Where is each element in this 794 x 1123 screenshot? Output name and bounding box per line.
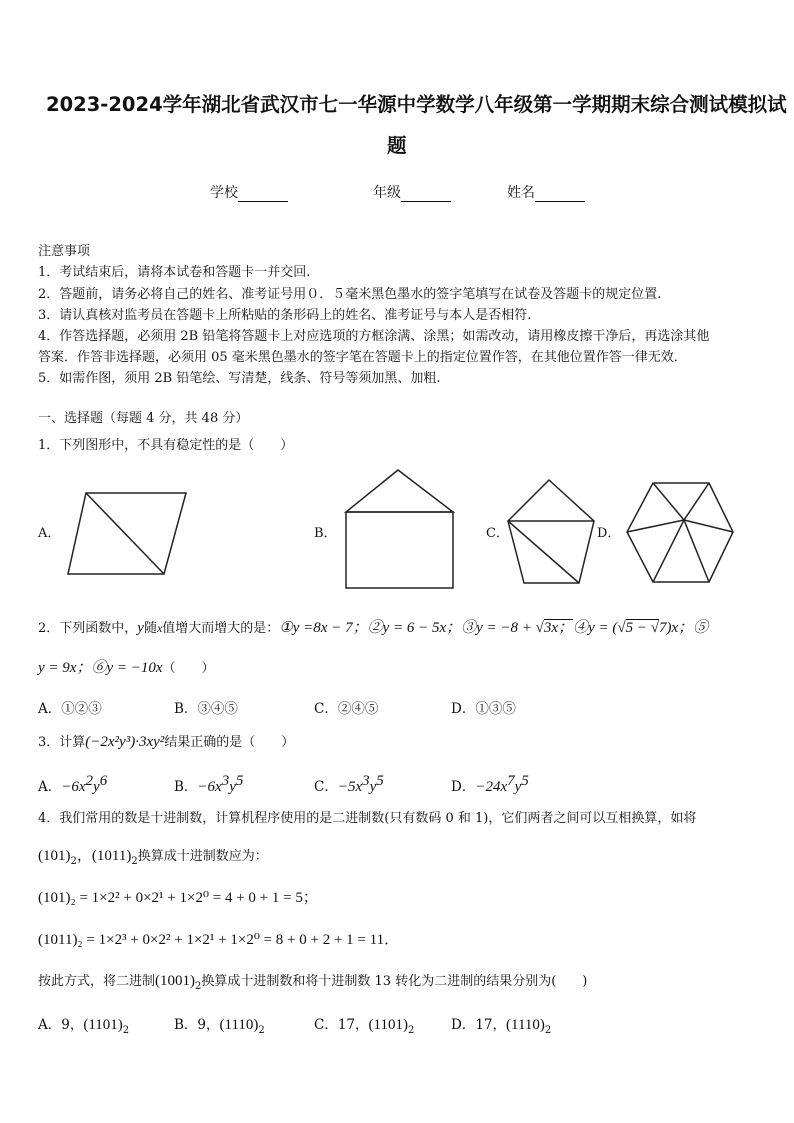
q2-paren: （ ）: [162, 661, 215, 676]
q2-function-3a: ③y = −8 + √: [461, 620, 544, 636]
q1-figure-d-hexagon: [622, 478, 738, 588]
notice-heading: 注意事项: [38, 244, 91, 259]
q1-option-c-label[interactable]: C．: [486, 526, 509, 541]
option-exp: 5: [521, 773, 529, 789]
option-base: −5x: [337, 779, 363, 795]
option-binary: (1101): [83, 1017, 123, 1033]
q3-option-d[interactable]: [451, 773, 529, 796]
option-label: C．: [314, 779, 338, 795]
option-label: D．: [451, 779, 476, 795]
school-field[interactable]: [210, 182, 288, 202]
name-label: 姓名: [507, 185, 535, 201]
q2-function-4a: ④y = (√: [573, 620, 626, 636]
q1-figure-c-pentagon: [504, 476, 600, 586]
question-2-stem-line2: [38, 658, 215, 679]
question-3-stem: [38, 732, 294, 753]
q4-option-d[interactable]: [451, 1013, 551, 1036]
option-exp: 2: [85, 773, 94, 789]
question-1-stem: 1．下列图形中，不具有稳定性的是（ ）: [38, 438, 294, 453]
q2-function-1: ①y =8x − 7；: [279, 620, 368, 636]
q4-equation-1: (101)₂ = 1×2² + 0×2¹ + 1×2⁰ = 4 + 0 + 1 = 5；: [38, 890, 318, 906]
option-base: −6x: [197, 779, 222, 795]
q4-subscript: 2: [407, 1025, 415, 1036]
name-field[interactable]: [507, 182, 585, 202]
q1-option-d-label[interactable]: D．: [597, 526, 621, 541]
q3-prefix: 3．计算: [38, 735, 86, 750]
grade-label: 年级: [373, 185, 401, 201]
q4-subscript: 2: [122, 1025, 130, 1036]
q4-subscript: 2: [131, 856, 138, 867]
option-exp: 3: [221, 773, 230, 789]
option-exp: 5: [376, 773, 384, 789]
question-4-stem: 4．我们常用的数是十进制数，计算机程序使用的是二进制数(只有数码 0 和 1)，它们两者之间可以互相换算，如将: [38, 811, 697, 826]
option-exp: 7: [507, 773, 515, 789]
notice-item: 答案．作答非选择题，必须用 05 毫米黑色墨水的签字笔在答题卡上的指定位置作答，在其他位置作答一律无效．: [38, 350, 687, 365]
q4-binary-1011: ，(1011): [76, 848, 132, 864]
q1-figure-a-parallelogram: [60, 488, 190, 580]
school-blank[interactable]: [238, 187, 288, 202]
option-exp: 6: [99, 773, 108, 789]
option-binary: (1101): [368, 1017, 408, 1033]
q2-function-4b: 5 − √: [625, 620, 659, 636]
option-exp: 3: [362, 773, 370, 789]
q3-suffix: 结果正确的是（ ）: [164, 735, 295, 750]
q2-mid2: 值增大而增大的是：: [162, 621, 280, 636]
notice-item: 4．作答选择题，必须用 2B 铅笔将答题卡上对应选项的方框涂满、涂黑；如需改动，请用橡皮擦干净后，再选涂其他: [38, 329, 710, 344]
name-blank[interactable]: [535, 187, 585, 202]
question-4-line2: [38, 846, 268, 872]
q2-function-6: ⑥y = −10x: [91, 660, 163, 676]
q4-subscript: 2: [544, 1025, 552, 1036]
option-binary: (1110): [219, 1017, 259, 1033]
notice-item: 1．考试结束后，请将本试卷和答题卡一并交回.: [38, 265, 311, 280]
q2-var-x: x: [156, 621, 163, 635]
option-base: −6x: [61, 779, 86, 795]
q2-function-5: y = 9x；: [38, 660, 92, 676]
option-label: A．: [38, 779, 62, 795]
q2-mid1: 随: [143, 621, 157, 636]
option-base: −24x: [475, 779, 508, 795]
option-label: B．9，: [174, 1017, 220, 1033]
q4-subscript: 2: [195, 981, 202, 992]
q2-option-d[interactable]: D．①③⑤: [451, 701, 516, 717]
notice-item: 5．如需作图，须用 2B 铅笔绘、写清楚，线条、符号等须加黑、加粗.: [38, 371, 441, 386]
q4-option-b[interactable]: [174, 1013, 265, 1036]
page-title-line2: 题: [387, 134, 407, 157]
q4-subscript: 2: [70, 856, 77, 867]
q1-option-b-label[interactable]: B．: [314, 526, 337, 541]
q4-equation-2: (1011)₂ = 1×2³ + 0×2² + 1×2¹ + 1×2⁰ = 8 + 0 + 2 + 1 = 11．: [38, 932, 400, 948]
grade-blank[interactable]: [401, 187, 451, 202]
q4-binary-101: (101): [38, 848, 71, 864]
option-var: y: [514, 779, 522, 795]
q2-function-3b: 3x；: [543, 620, 574, 636]
q4-option-c[interactable]: [314, 1013, 414, 1036]
option-var: y: [93, 779, 100, 795]
option-label: B．: [174, 779, 198, 795]
q1-figure-b-house: [340, 465, 460, 593]
q3-expression: (−2x²y³)·3xy²: [85, 734, 165, 750]
grade-field[interactable]: [373, 182, 451, 202]
q3-option-c[interactable]: [314, 773, 384, 796]
section-heading: 一、选择题（每题 4 分，共 48 分）: [38, 411, 249, 426]
option-binary: (1110): [506, 1017, 545, 1033]
option-var: y: [369, 779, 377, 795]
q1-option-a-label[interactable]: A．: [38, 526, 61, 541]
q4-line5-c: 换算成十进制数和将十进制数 13 转化为二进制的结果分别为( ): [201, 974, 588, 989]
notice-item: 3．请认真核对监考员在答题卡上所粘贴的条形码上的姓名、准考证号与本人是否相符.: [38, 308, 532, 323]
q2-var-y: y: [137, 620, 144, 636]
question-4-line5: [38, 971, 587, 997]
q4-subscript: 2: [258, 1025, 265, 1036]
q2-function-4c: 7)x；⑤: [658, 620, 709, 636]
q4-line5-a: 按此方式，将二进制: [38, 974, 156, 989]
option-label: C．17，: [314, 1017, 369, 1033]
q3-option-b[interactable]: [174, 773, 243, 796]
q3-option-a[interactable]: [38, 773, 107, 796]
q2-option-b[interactable]: B．③④⑤: [174, 701, 238, 717]
option-label: A．9，: [38, 1017, 84, 1033]
question-2-stem: [38, 618, 708, 639]
option-label: D．17，: [451, 1017, 507, 1033]
notice-item: 2．答题前，请务必将自己的姓名、准考证号用０．５毫米黑色墨水的签字笔填写在试卷及答题卡的规定位置.: [38, 287, 662, 302]
school-label: 学校: [210, 185, 238, 201]
q4-option-a[interactable]: [38, 1013, 129, 1036]
option-exp: 5: [235, 773, 244, 789]
q4-binary-1001: (1001): [155, 973, 196, 989]
q4-line2-text: 换算成十进制数应为：: [137, 849, 268, 864]
q2-option-c[interactable]: C．②④⑤: [314, 701, 379, 717]
page-title-line1: 2023-2024学年湖北省武汉市七一华源中学数学八年级第一学期期末综合测试模拟试: [46, 93, 787, 116]
option-var: y: [229, 779, 236, 795]
q2-prefix: 2．下列函数中，: [38, 621, 138, 636]
q2-option-a[interactable]: A．①②③: [38, 701, 102, 717]
q2-function-2: ②y = 6 − 5x；: [367, 620, 462, 636]
